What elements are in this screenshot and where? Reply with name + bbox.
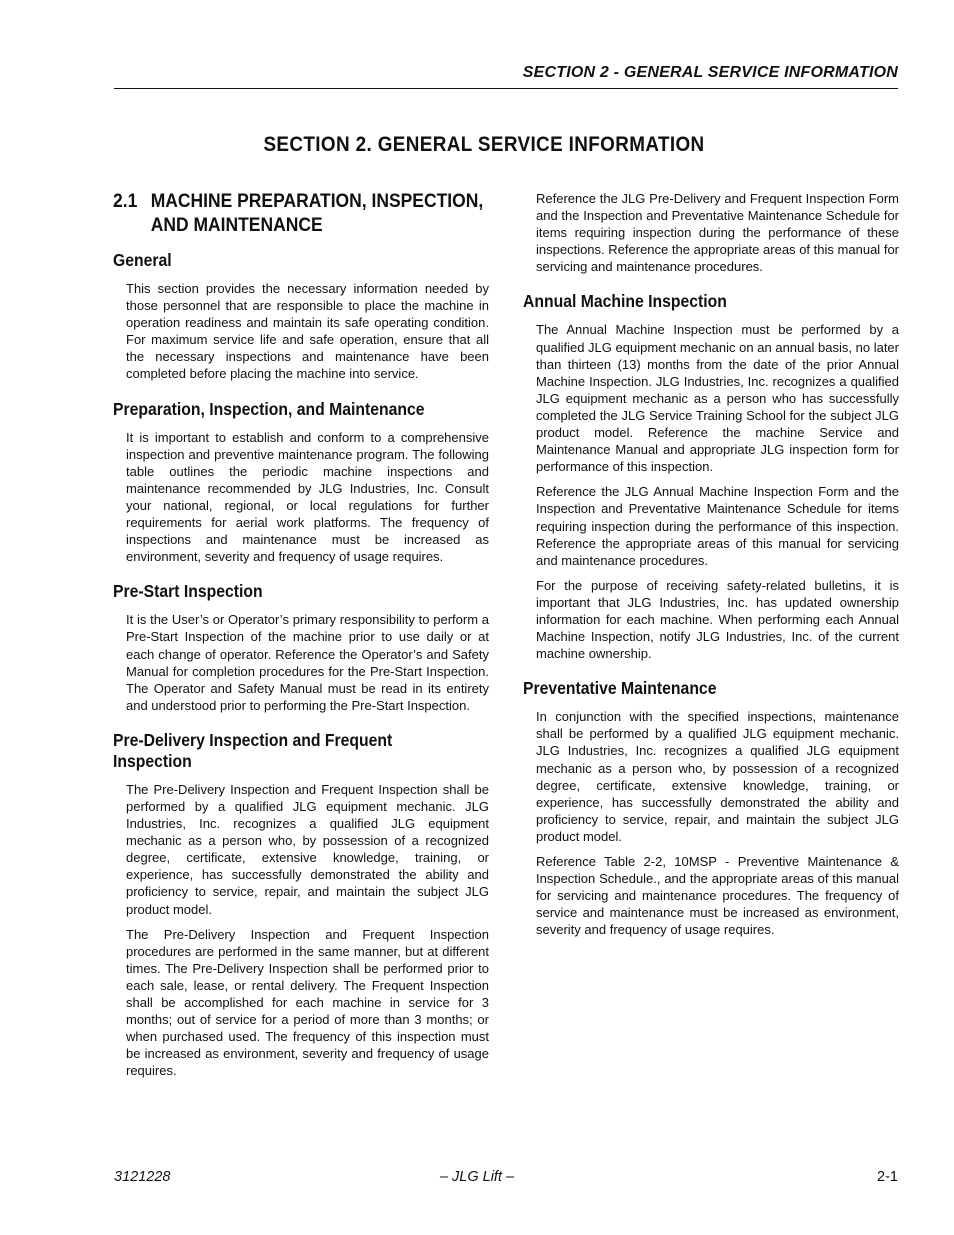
prestart-heading: Pre-Start Inspection (113, 581, 263, 602)
general-heading: General (113, 250, 172, 270)
predelivery-paragraph-1: The Pre-Delivery Inspection and Frequent Inspection shall be performed by a qualified JLG equipment mechanic. JLG Industries, Inc. recognizes a qualified JLG equipment mechanic as a person who, by possession of a recognized degree, certificate, extensive knowledge, training, or experience, has successfully demonstrated the ability and proficiency to service, repair, and maintain the subject JLG product model. (126, 781, 489, 917)
preventative-heading: Preventative Maintenance (523, 678, 717, 699)
left-column (113, 190, 489, 1087)
prestart-paragraph: It is the User’s or Operator’s primary responsibility to perform a Pre-Start Inspection of the machine prior to use daily or at each change of operator. Reference the Operator’s and Safety Manual for completion procedures for the Pre-Start Inspection. The Operator and Safety Manual must be read in its entirety and understood prior to performing the Pre-Start Inspection. (126, 612, 489, 713)
page-number: 2-1 (877, 1169, 898, 1185)
predelivery-heading: Pre-Delivery Inspection and Frequent Inspection (113, 729, 393, 771)
preventative-paragraph-2: Reference Table 2-2, 10MSP - Preventive Maintenance & Inspection Schedule., and the appropriate areas of this manual for servicing and maintenance procedures. The frequency of service and maintenance must be increased as environment, severity and frequency of usage requires. (536, 854, 899, 938)
preventative-paragraph-1: In conjunction with the specified inspections, maintenance shall be performed by a qualified JLG equipment mechanic. JLG Industries, Inc. recognizes a qualified JLG equipment mechanic as a person who, by possession of a recognized degree, certificate, extensive knowledge, training, or experience, has successfully demonstrated the ability and proficiency to service, repair, and maintain the subject JLG product model. (536, 709, 899, 844)
preparation-heading: Preparation, Inspection, and Maintenance (113, 398, 425, 419)
annual-paragraph-1: The Annual Machine Inspection must be performed by a qualified JLG equipment mechanic on an annual basis, no later than thirteen (13) months from the date of the prior Annual Machine Inspection. JLG Industries, Inc. recognizes a qualified JLG equipment mechanic as a person who has successfully completed the JLG Service Training School for the subject JLG product model. Reference the machine Service and Maintenance Manual and appropriate JLG inspection form for performance of this inspection. (536, 322, 899, 475)
header-rule (114, 88, 898, 89)
predelivery-paragraph-3: Reference the JLG Pre-Delivery and Frequent Inspection Form and the Inspection and Preventative Maintenance Schedule for items requiring inspection during the performance of these inspections. Reference the appropriate areas of this manual for servicing and maintenance procedures. (536, 191, 899, 275)
section-title: SECTION 2. GENERAL SERVICE INFORMATION (263, 133, 705, 156)
annual-heading: Annual Machine Inspection (523, 291, 727, 312)
right-column (523, 190, 899, 946)
running-head: SECTION 2 - GENERAL SERVICE INFORMATION (522, 64, 898, 81)
subsection-title: MACHINE PREPARATION, INSPECTION, AND MAINTENANCE (150, 191, 484, 236)
annual-paragraph-3: For the purpose of receiving safety-related bulletins, it is important that JLG Industries, Inc. has updated ownership information for each machine. When performing each Annual Machine Inspection, notify JLG Industries, Inc. of the current machine ownership. (536, 577, 899, 662)
doc-number: 3121228 (114, 1169, 171, 1185)
footer-brand: – JLG Lift – (439, 1169, 515, 1185)
subsection-number: 2.1 (113, 191, 138, 212)
predelivery-paragraph-2: The Pre-Delivery Inspection and Frequent Inspection procedures are performed in the same manner, but at different times. The Pre-Delivery Inspection shall be performed prior to each sale, lease, or rental delivery. The Frequent Inspection shall be accomplished for each machine in service for 3 months; out of service for a period of more than 3 months; or when purchased used. The frequency of this inspection must be increased as environment, severity and frequency of usage requires. (126, 926, 489, 1079)
annual-paragraph-2: Reference the JLG Annual Machine Inspection Form and the Inspection and Preventative Maintenance Schedule for items requiring inspection during the performance of this inspection. Reference the appropriate areas of this manual for servicing and maintenance procedures. (536, 484, 899, 568)
general-paragraph: This section provides the necessary information needed by those personnel that are responsible to place the machine in operation readiness and maintain its safe operating condition. For maximum service life and safe operation, ensure that all the necessary inspections and maintenance have been completed before placing the machine into service. (126, 281, 489, 382)
subsection-heading (113, 190, 486, 238)
preparation-paragraph: It is important to establish and conform to a comprehensive inspection and preventive maintenance program. The following table outlines the periodic machine inspections and maintenance recommended by JLG Industries, Inc. Consult your national, regional, or local regulations for further requirements for aerial work platforms. The frequency of inspections and maintenance must be increased as environment, severity and frequency of usage requires. (126, 429, 489, 565)
